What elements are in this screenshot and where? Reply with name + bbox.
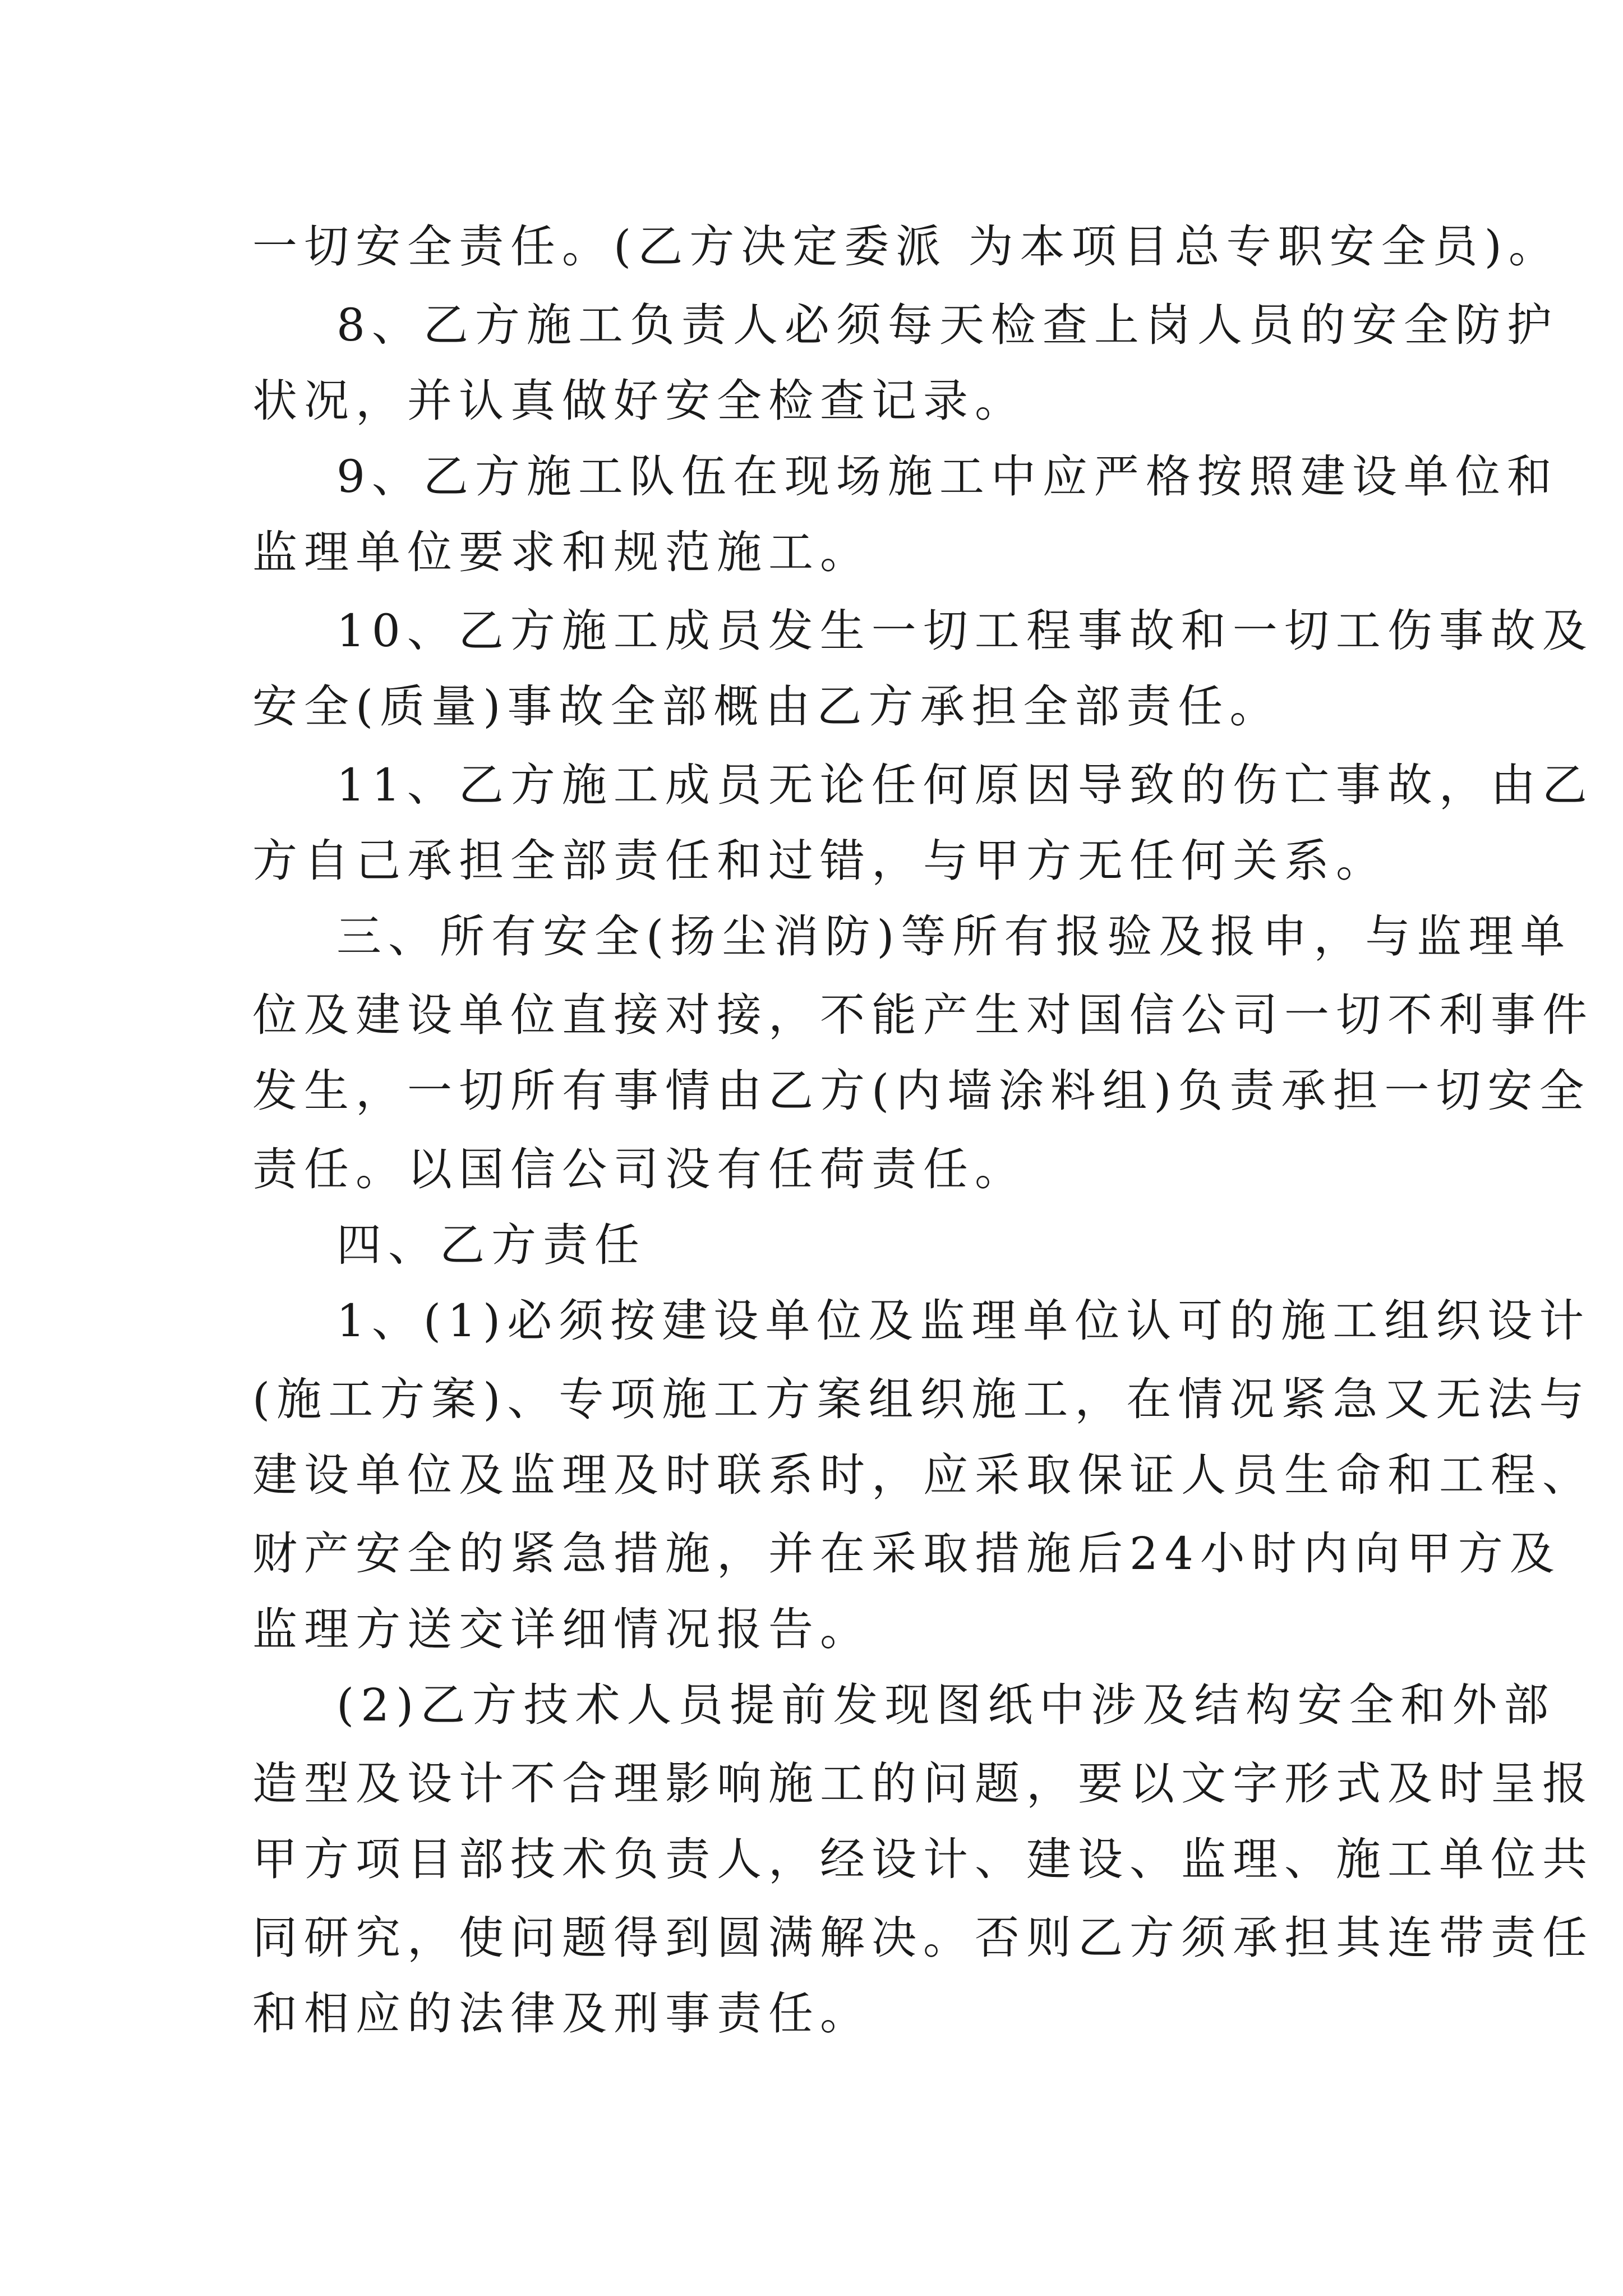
text-line: 监理单位要求和规范施工。 [252,526,872,578]
text-line: 责任。以国信公司没有任荷责任。 [252,1143,1026,1195]
clause-4-1-line: 1、(1)必须按建设单位及监理单位认可的施工组织设计 [336,1295,1591,1347]
text-line: 同研究，使问题得到圆满解决。否则乙方须承担其连带责任 [252,1912,1594,1964]
text-line: 甲方项目部技术负责人，经设计、建设、监理、施工单位共 [252,1833,1594,1885]
section-3-line: 三、所有安全(扬尘消防)等所有报验及报申，与监理单 [336,910,1572,963]
text-line: 发生，一切所有事情由乙方(内墙涂料组)负责承担一切安全 [252,1065,1591,1117]
text-line: 造型及设计不合理影响施工的问题，要以文字形式及时呈报 [252,1757,1594,1810]
clause-10-line: 10、乙方施工成员发生一切工程事故和一切工伤事故及 [336,605,1594,657]
text-line: 状况，并认真做好安全检查记录。 [252,375,1026,427]
text-line: (施工方案)、专项施工方案组织施工，在情况紧急又无法与 [252,1373,1591,1425]
section-4-heading: 四、乙方责任 [336,1219,646,1271]
text-line: 安全(质量)事故全部概由乙方承担全部责任。 [252,680,1281,733]
text-line: 和相应的法律及刑事责任。 [252,1987,872,2040]
clause-9-line: 9、乙方施工队伍在现场施工中应严格按照建设单位和 [336,450,1559,503]
text-line: 位及建设单位直接对接，不能产生对国信公司一切不利事件 [252,989,1594,1041]
text-line: 监理方送交详细情况报告。 [252,1603,872,1655]
text-line: 方自己承担全部责任和过错，与甲方无任何关系。 [252,835,1387,887]
text-line: 财产安全的紧急措施，并在采取措施后24小时内向甲方及 [252,1527,1561,1580]
clause-4-2-line: (2)乙方技术人员提前发现图纸中涉及结构安全和外部 [336,1679,1556,1731]
clause-8-line: 8、乙方施工负责人必须每天检查上岗人员的安全防护 [336,299,1559,351]
text-line: 建设单位及监理及时联系时，应采取保证人员生命和工程、 [252,1449,1594,1501]
clause-11-line: 11、乙方施工成员无论任何原因导致的伤亡事故，由乙 [336,759,1594,811]
text-line: 一切安全责任。(乙方决定委派 为本项目总专职安全员)。 [252,220,1560,273]
